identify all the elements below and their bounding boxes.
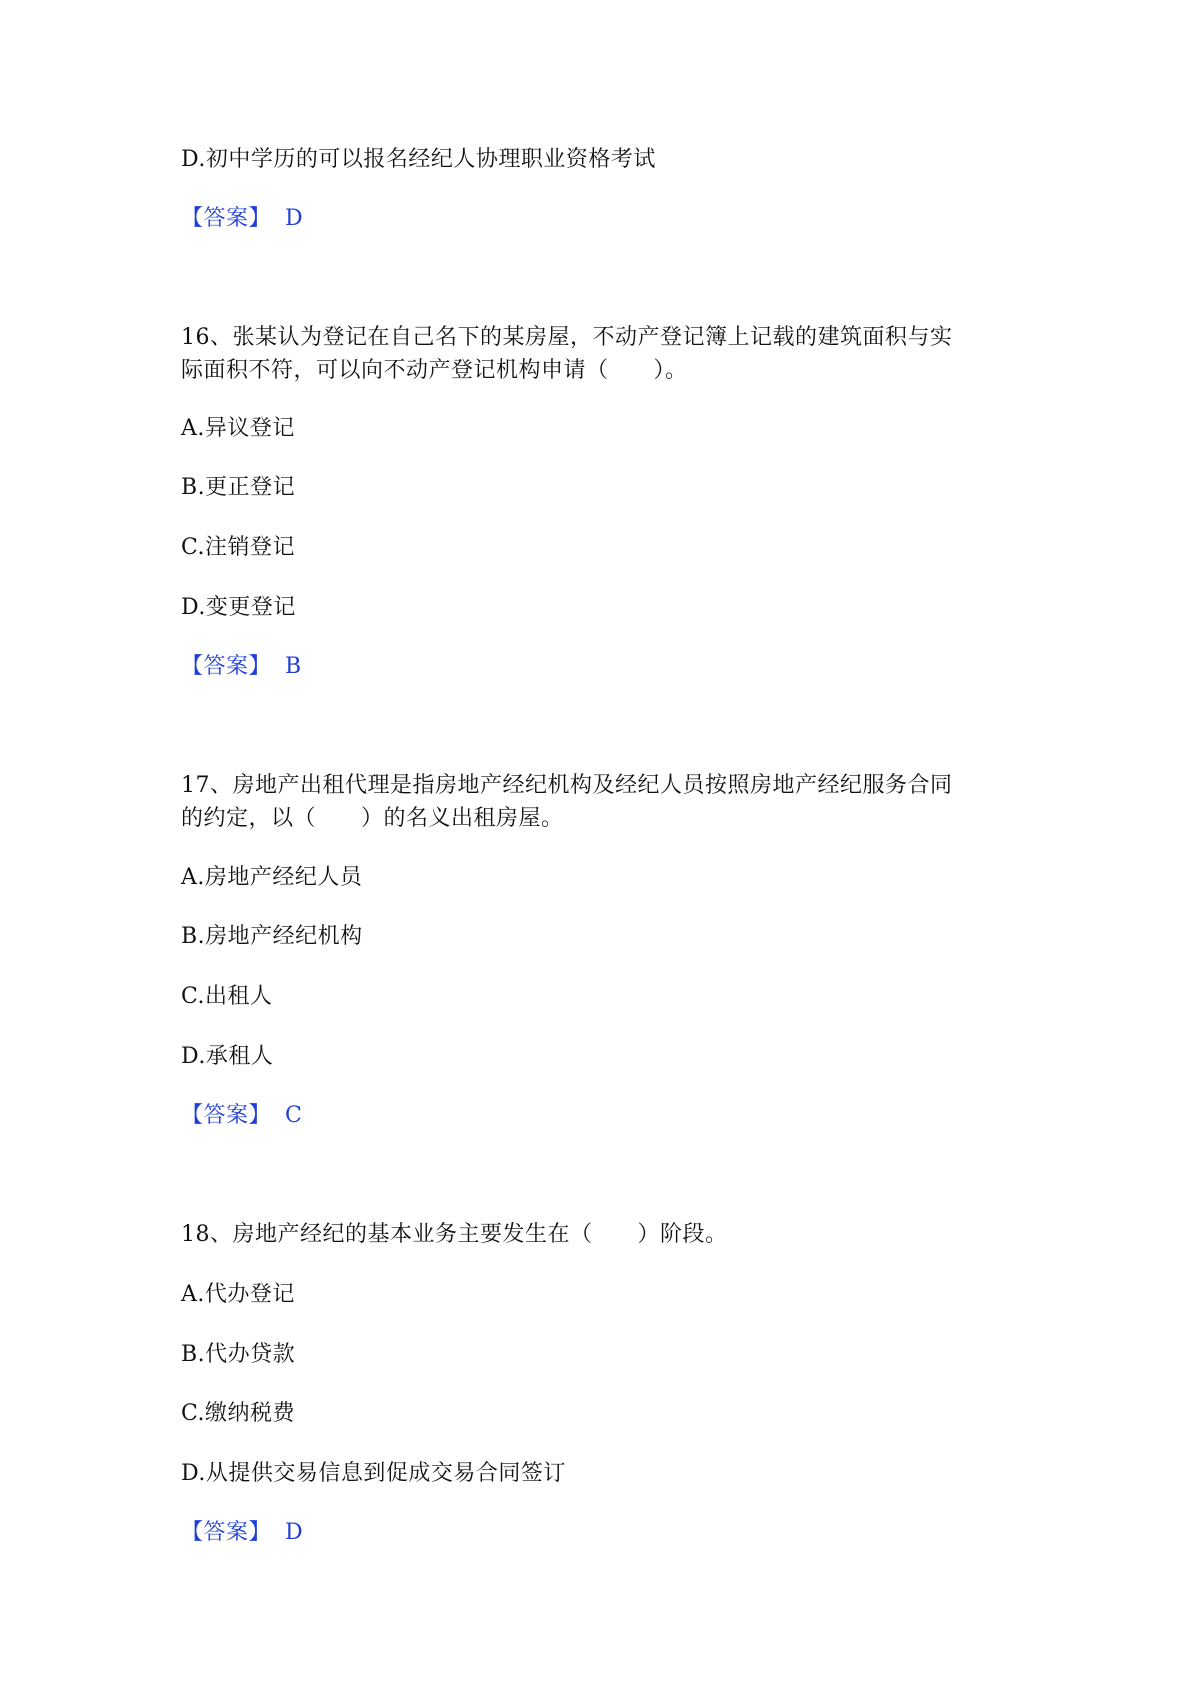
q17-option-d: D.承租人 (181, 1044, 274, 1069)
q16-option-d: D.变更登记 (181, 595, 296, 620)
prev-answer (181, 203, 303, 235)
q18-option-a: A.代办登记 (181, 1282, 295, 1307)
q17-stem-line-2: 的约定，以（ ）的名义出租房屋。 (181, 806, 564, 831)
q17-answer (181, 1100, 302, 1132)
answer-value: B (285, 654, 302, 679)
q17-option-c: C.出租人 (181, 984, 273, 1009)
answer-label: 【答案】 (181, 1520, 272, 1545)
prev-option-d: D.初中学历的可以报名经纪人协理职业资格考试 (181, 147, 656, 172)
q18-option-d: D.从提供交易信息到促成交易合同签订 (181, 1461, 566, 1486)
answer-value: D (285, 1520, 304, 1545)
q16-option-c: C.注销登记 (181, 535, 296, 560)
q16-option-b: B.更正登记 (181, 475, 296, 500)
q18-answer (181, 1517, 303, 1549)
answer-label: 【答案】 (181, 206, 272, 231)
q18-stem-line-1: 18、房地产经纪的基本业务主要发生在（ ）阶段。 (181, 1222, 728, 1247)
q16-stem-line-1: 16、张某认为登记在自己名下的某房屋，不动产登记簿上记载的建筑面积与实 (181, 325, 953, 350)
q18-option-b: B.代办贷款 (181, 1342, 296, 1367)
q16-answer (181, 651, 302, 683)
answer-label: 【答案】 (181, 654, 272, 679)
answer-value: C (285, 1103, 303, 1128)
answer-label: 【答案】 (181, 1103, 272, 1128)
q16-option-a: A.异议登记 (181, 416, 295, 441)
q16-stem-line-2: 际面积不符，可以向不动产登记机构申请（ ）。 (181, 358, 688, 383)
q17-option-b: B.房地产经纪机构 (181, 924, 363, 949)
answer-value: D (285, 206, 304, 231)
q17-stem-line-1: 17、房地产出租代理是指房地产经纪机构及经纪人员按照房地产经纪服务合同 (181, 773, 953, 798)
q18-option-c: C.缴纳税费 (181, 1401, 296, 1426)
q17-option-a: A.房地产经纪人员 (181, 865, 363, 890)
